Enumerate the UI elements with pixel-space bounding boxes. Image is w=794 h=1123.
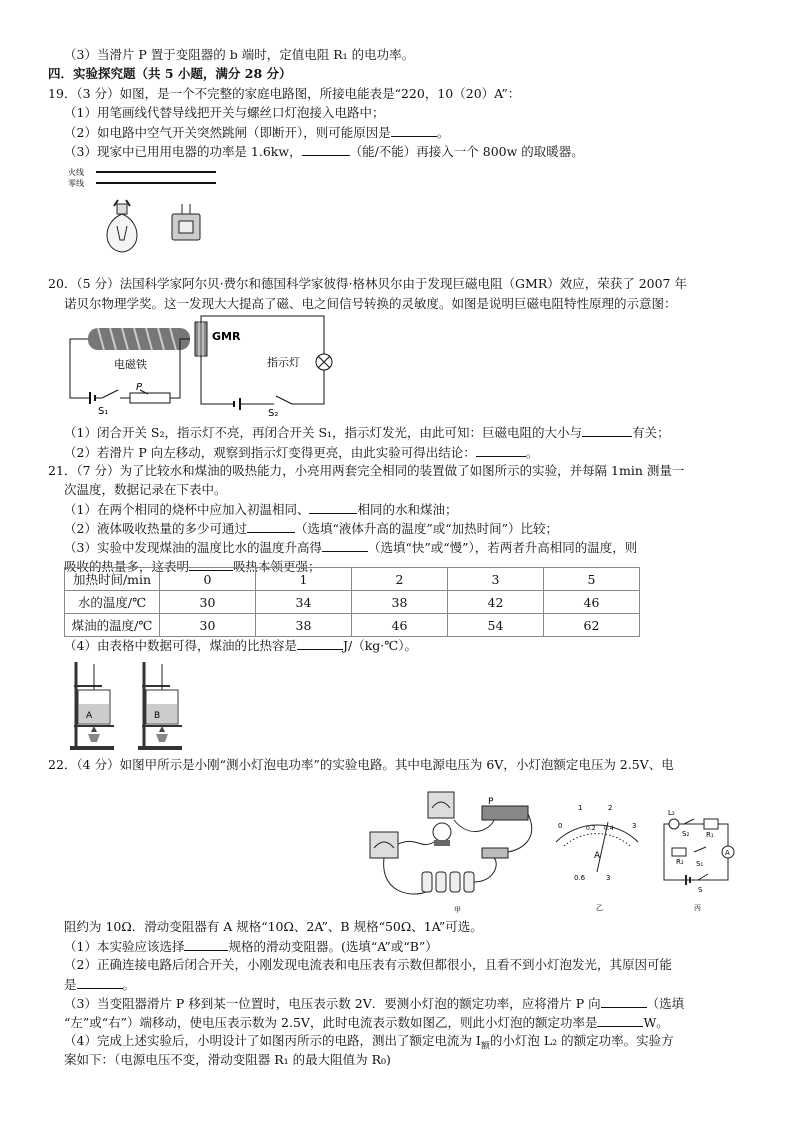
q18-part3: （3）当滑片 P 置于变阻器的 b 端时，定值电阻 R₁ 的电功率。 (64, 47, 415, 62)
q22-part2-text: 是 (64, 977, 77, 992)
q21-part4 (64, 637, 417, 654)
q20-blank-1[interactable] (582, 424, 632, 437)
table-cell: 5 (544, 568, 640, 591)
q22-part1 (64, 938, 438, 955)
svg-text:1: 1 (578, 804, 583, 812)
data-table (64, 567, 640, 637)
svg-text:S₂: S₂ (682, 830, 690, 838)
q21-line2: 次温度，数据记录在下表中。 (64, 482, 227, 497)
q22-part3-end: W。 (643, 1015, 669, 1030)
q22-blank-3[interactable] (601, 995, 647, 1008)
table-cell: 水的温度/℃ (65, 591, 160, 614)
table-cell: 30 (160, 614, 256, 637)
q22-line1: 22．（4 分）如图甲所示是小刚“测小灯泡电功率”的实验电路。其中电源电压为 6V，小灯泡额定电压为 2.5V、电 (48, 757, 674, 772)
switch (482, 848, 508, 858)
q22-part3-text-3: “左”或“右”）端移动，使电压表示数为 2.5V，此时电流表示数如图乙，则此小灯泡的额定功率是 (64, 1015, 598, 1030)
figure-jia (370, 792, 532, 914)
svg-text:R₁: R₁ (706, 831, 714, 839)
beaker-b-label: B (154, 711, 161, 721)
fig-bing-label: 丙 (694, 904, 701, 912)
table-cell: 62 (544, 614, 640, 637)
battery (422, 872, 432, 892)
svg-text:L₂: L₂ (668, 809, 675, 817)
section-title: 四．实验探究题（共 5 小题，满分 28 分） (48, 66, 292, 81)
q22-part3-text: （3）当变阻器滑片 P 移到某一位置时，电压表示数 2V．要测小灯泡的额定功率，应将滑片 P 向 (64, 996, 601, 1011)
rheostat (130, 393, 170, 403)
slider-label-jia: P (488, 797, 494, 807)
q20-part1-text: （1）闭合开关 S₂，指示灯不亮，再闭合开关 S₁，指示灯发光，由此可知：巨磁电阻的大小与 (64, 425, 583, 440)
svg-text:0.2: 0.2 (586, 825, 596, 832)
q19-part3 (64, 143, 584, 160)
svg-text:0: 0 (558, 822, 563, 830)
beaker-a-label: A (86, 711, 93, 721)
q21-blank-3[interactable] (322, 539, 368, 552)
q22-blank-4[interactable] (597, 1014, 643, 1027)
table-row (65, 614, 640, 637)
q22-blank-2[interactable] (77, 976, 123, 989)
q20-part1 (64, 424, 670, 441)
ammeter-unit: A (594, 851, 601, 861)
q19-part2-end: 。 (436, 125, 450, 140)
bulb-icon (433, 823, 451, 841)
switch-icon (172, 204, 200, 240)
q22-part3 (64, 995, 684, 1012)
q22-part3-text-2: （选填 (646, 996, 685, 1011)
q19-blank-1[interactable] (391, 124, 437, 137)
q20-part2-end: 。 (525, 445, 539, 460)
ammeter (370, 832, 398, 858)
svg-text:3: 3 (606, 874, 611, 882)
voltmeter (428, 792, 454, 818)
q21-part2-text: （2）液体吸收热量的多少可通过 (64, 521, 247, 536)
q21-blank-1[interactable] (309, 501, 357, 514)
table-cell: 0 (160, 568, 256, 591)
svg-text:S: S (698, 886, 703, 894)
table-cell: 54 (448, 614, 544, 637)
q22-part4-cont: 案如下：（电源电压不变，滑动变阻器 R₁ 的最大阻值为 R₀) (64, 1052, 391, 1067)
svg-text:S₁: S₁ (696, 860, 704, 868)
live-wire-label: 火线 (68, 168, 84, 177)
table-cell: 46 (544, 591, 640, 614)
q21-line1: 21．（7 分）为了比较水和煤油的吸热能力，小亮用两套完全相同的装置做了如图所示的实验，并每隔 1min 测量一 (48, 463, 685, 478)
q21-part3-end: 吸热本领更强； (233, 559, 321, 574)
svg-text:R₂: R₂ (676, 858, 684, 866)
table-cell: 2 (352, 568, 448, 591)
s2-label: S₂ (268, 408, 279, 419)
q22-part2-cont (64, 976, 135, 993)
q19-part3-text: （3）现家中已用用电器的功率是 1.6kw， (64, 144, 302, 159)
q22-part2: （2）正确连接电路后闭合开关，小刚发现电流表和电压表有示数但都很小，且看不到小灯泡发光，其原因可能 (64, 957, 672, 972)
electromagnet-label: 电磁铁 (114, 358, 147, 371)
svg-text:0.6: 0.6 (574, 874, 586, 882)
figure-bing (664, 809, 734, 912)
q20-part2 (64, 444, 538, 461)
gmr-label: GMR (212, 330, 241, 343)
table-cell: 3 (448, 568, 544, 591)
q22-line2: 阻约为 10Ω．滑动变阻器有 A 规格“10Ω、2A”、B 规格“50Ω、1A”可选。 (64, 919, 483, 934)
q21-part2-end: （选填“液体升高的温度”或“加热时间”）比较； (294, 521, 559, 536)
s1-label: S₁ (98, 406, 109, 417)
q19-part1: （1）用笔画线代替导线把开关与螺丝口灯泡接入电路中； (64, 105, 385, 120)
table-cell: 30 (160, 591, 256, 614)
bulb-icon (107, 200, 137, 252)
q20-line1: 20．（5 分）法国科学家阿尔贝·费尔和德国科学家彼得·格林贝尔由于发现巨磁电阻（GMR）效应，荣获了 2007 年 (48, 276, 687, 291)
table-cell: 46 (352, 614, 448, 637)
q21-blank-5[interactable] (297, 637, 343, 650)
switch-s2 (276, 396, 292, 404)
gmr-block (195, 322, 207, 356)
lamp-label: 指示灯 (267, 356, 300, 369)
q21-part3-text-2: （选填“快”或“慢”），若两者升高相同的温度，则 (367, 540, 638, 555)
q21-part3 (64, 539, 637, 556)
q22-part4-text-2: 的小灯泡 L₂ 的额定功率。实验方 (489, 1033, 674, 1048)
q20-blank-2[interactable] (476, 444, 526, 457)
table-cell: 42 (448, 591, 544, 614)
q22-part1-end: 规格的滑动变阻器。(选填“A”或“B”） (228, 939, 438, 954)
q19-stem: 19．（3 分）如图，是一个不完整的家庭电路图，所接电能表是“220，10（20）A”： (48, 86, 521, 101)
q19-part3-end: （能/不能）再接入一个 800w 的取暖器。 (349, 144, 584, 159)
svg-text:0.4: 0.4 (604, 825, 614, 832)
rheostat (482, 806, 528, 820)
fig-jia-label: 甲 (454, 906, 461, 914)
q22-blank-1[interactable] (184, 938, 228, 951)
q22-subscript: 额 (480, 1041, 490, 1052)
svg-text:A: A (725, 849, 730, 857)
q22-figure (370, 780, 740, 915)
slider-label: P (136, 382, 143, 393)
q22-part4-text: （4）完成上述实验后，小明设计了如图丙所示的电路，测出了额定电流为 I (64, 1033, 481, 1048)
q19-part2 (64, 124, 449, 141)
table-cell: 38 (352, 591, 448, 614)
q21-part4-text: （4）由表格中数据可得，煤油的比热容是 (64, 638, 297, 653)
table-cell: 煤油的温度/℃ (65, 614, 160, 637)
figure-yi (556, 804, 638, 912)
q21-part4-end: J/（kg·℃）。 (342, 638, 417, 653)
q20-figure (62, 316, 342, 419)
apparatus-b (138, 662, 182, 750)
q22-part1-text: （1）本实验应该选择 (64, 939, 185, 954)
q22-part2-end: 。 (122, 977, 136, 992)
q22-part3-cont (64, 1014, 669, 1031)
neutral-wire-label: 零线 (68, 179, 84, 188)
switch-s1 (102, 390, 118, 398)
q21-part3-text-3: 吸收的热量多，这表明 (64, 559, 190, 574)
svg-text:2: 2 (608, 804, 613, 812)
q21-part1-end: 相同的水和煤油； (357, 502, 458, 517)
fig-yi-label: 乙 (596, 904, 603, 912)
svg-text:3: 3 (632, 822, 637, 830)
lamp-l2 (669, 819, 679, 829)
q19-figure (62, 166, 232, 256)
q21-blank-2[interactable] (247, 520, 295, 533)
table-row (65, 568, 640, 591)
table-cell: 1 (256, 568, 352, 591)
q20-line2: 诺贝尔物理学奖。这一发现大大提高了磁、电之间信号转换的灵敏度。如图是说明巨磁电阻特性原理的示意图： (64, 296, 677, 311)
q20-part2-text: （2）若滑片 P 向左移动，观察到指示灯变得更亮，由此实验可得出结论： (64, 445, 476, 460)
q21-part2 (64, 520, 558, 537)
q21-figure (66, 660, 196, 750)
q21-part1-text: （1）在两个相同的烧杯中应加入初温相同、 (64, 502, 310, 517)
table-row (65, 591, 640, 614)
q20-part1-end: 有关； (632, 425, 670, 440)
apparatus-a (70, 662, 114, 750)
table-cell: 38 (256, 614, 352, 637)
q21-part1 (64, 501, 457, 518)
q19-part2-text: （2）如电路中空气开关突然跳闸（即断开），则可能原因是 (64, 125, 391, 140)
q21-part3-text: （3）实验中发现煤油的温度比水的温度升高得 (64, 540, 322, 555)
table-cell: 加热时间/min (65, 568, 160, 591)
q19-blank-2[interactable] (302, 143, 350, 156)
table-cell: 34 (256, 591, 352, 614)
